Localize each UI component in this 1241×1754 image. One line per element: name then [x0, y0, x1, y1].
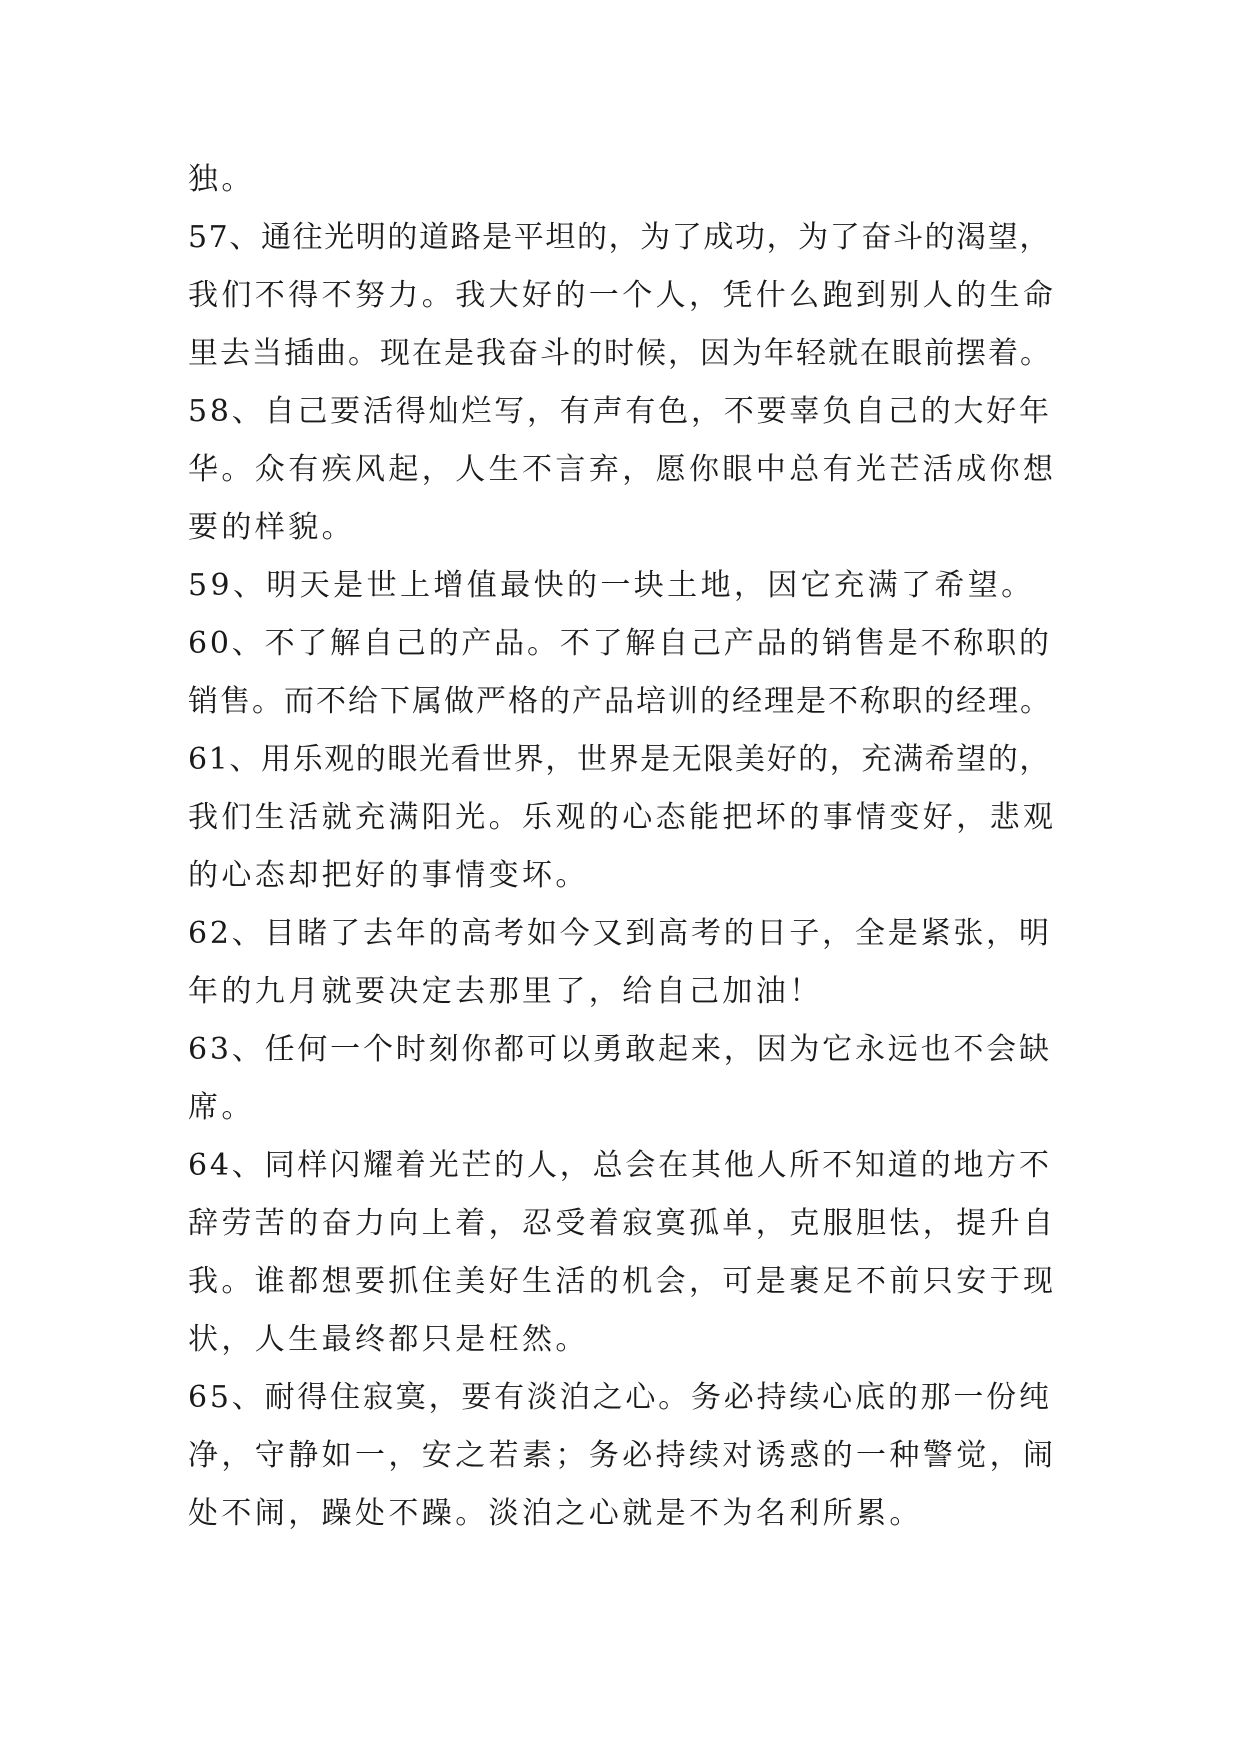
text-line: 我们生活就充满阳光。乐观的心态能把坏的事情变好，悲观 — [188, 800, 1057, 835]
text-line: 净，守静如一，安之若素；务必持续对诱惑的一种警觉，闹 — [188, 1438, 1057, 1473]
text-line: 处不闹，躁处不躁。淡泊之心就是不为名利所累。 — [188, 1496, 923, 1531]
text-line: 60、不了解自己的产品。不了解自己产品的销售是不称职的 — [188, 626, 1052, 661]
text-line: 57、通往光明的道路是平坦的，为了成功，为了奋斗的渴望， — [188, 220, 1051, 255]
text-line: 我。谁都想要抓住美好生活的机会，可是裹足不前只安于现 — [188, 1264, 1057, 1299]
text-line: 64、同样闪耀着光芒的人，总会在其他人所不知道的地方不 — [188, 1148, 1052, 1183]
text-line: 年的九月就要决定去那里了，给自己加油！ — [188, 974, 823, 1009]
text-line: 62、目睹了去年的高考如今又到高考的日子，全是紧张，明 — [188, 916, 1052, 951]
text-line: 63、任何一个时刻你都可以勇敢起来，因为它永远也不会缺 — [188, 1032, 1052, 1067]
text-line: 要的样貌。 — [188, 510, 355, 545]
text-line: 65、耐得住寂寞，要有淡泊之心。务必持续心底的那一份纯 — [188, 1380, 1052, 1415]
text-line: 独。 — [188, 162, 255, 197]
document-body — [188, 151, 1056, 1543]
text-line: 状，人生最终都只是枉然。 — [188, 1322, 589, 1357]
text-line: 里去当插曲。现在是我奋斗的时候，因为年轻就在眼前摆着。 — [188, 336, 1052, 371]
text-line: 58、自己要活得灿烂写，有声有色，不要辜负自己的大好年 — [188, 394, 1052, 429]
text-line: 59、明天是世上增值最快的一块土地，因它充满了希望。 — [188, 568, 1035, 603]
text-line: 的心态却把好的事情变坏。 — [188, 858, 589, 893]
text-line: 席。 — [188, 1090, 255, 1125]
text-line: 我们不得不努力。我大好的一个人，凭什么跑到别人的生命 — [188, 278, 1057, 313]
text-line: 华。众有疾风起，人生不言弃，愿你眼中总有光芒活成你想 — [188, 452, 1057, 487]
text-line: 销售。而不给下属做严格的产品培训的经理是不称职的经理。 — [188, 684, 1052, 719]
text-line: 辞劳苦的奋力向上着，忍受着寂寞孤单，克服胆怯，提升自 — [188, 1206, 1057, 1241]
text-line: 61、用乐观的眼光看世界，世界是无限美好的，充满希望的， — [188, 742, 1051, 777]
